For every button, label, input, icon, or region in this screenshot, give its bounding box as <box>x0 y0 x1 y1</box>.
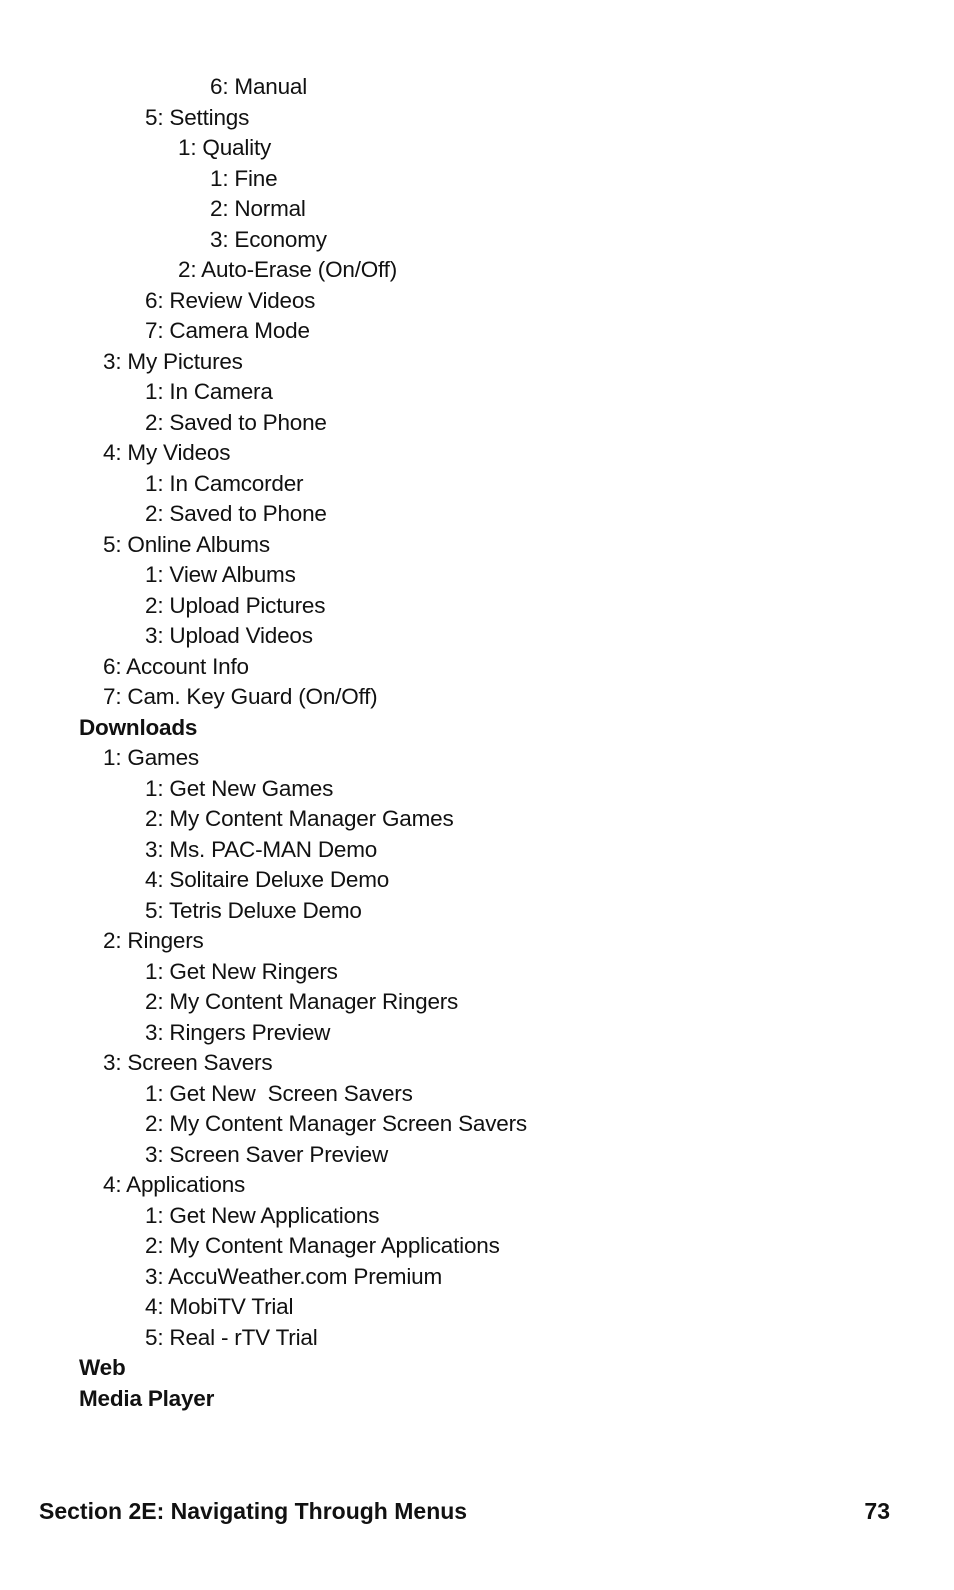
menu-item: 1: In Camcorder <box>145 470 304 496</box>
menu-heading: Media Player <box>79 1385 215 1411</box>
menu-heading: Web <box>79 1355 126 1380</box>
menu-item: 1: Quality <box>178 135 272 160</box>
menu-item: 3: Economy <box>210 226 327 252</box>
menu-item: 3: Ringers Preview <box>145 1019 331 1045</box>
menu-item: 1: Get New Ringers <box>145 958 338 984</box>
footer-section-title: Section 2E: Navigating Through Menus <box>39 1498 468 1524</box>
page-number: 73 <box>864 1498 890 1524</box>
menu-item: 1: Get New Applications <box>145 1202 380 1228</box>
menu-item: 7: Cam. Key Guard (On/Off) <box>103 684 378 709</box>
menu-item: 6: Account Info <box>103 653 249 679</box>
menu-item: 6: Manual <box>210 74 308 99</box>
menu-item: 1: View Albums <box>145 562 296 587</box>
menu-item: 4: MobiTV Trial <box>145 1294 294 1319</box>
menu-item: 4: My Videos <box>103 440 231 465</box>
menu-item: 3: Upload Videos <box>145 623 313 648</box>
menu-item: 2: Upload Pictures <box>145 592 326 618</box>
menu-item: 5: Settings <box>145 104 250 130</box>
menu-item: 3: Screen Savers <box>103 1050 273 1075</box>
menu-tree <box>0 72 954 1414</box>
menu-item: 2: My Content Manager Applications <box>145 1233 500 1258</box>
page-footer <box>39 1494 890 1528</box>
menu-item: 2: My Content Manager Ringers <box>145 989 459 1014</box>
menu-item: 2: Saved to Phone <box>145 409 327 435</box>
menu-item: 7: Camera Mode <box>145 318 310 343</box>
menu-item: 2: Normal <box>210 196 306 221</box>
menu-item: 5: Online Albums <box>103 531 270 557</box>
menu-item: 4: Applications <box>103 1172 246 1197</box>
menu-item: 1: In Camera <box>145 379 273 404</box>
menu-item: 5: Real - rTV Trial <box>145 1324 318 1350</box>
menu-item: 6: Review Videos <box>145 287 316 313</box>
menu-item: 1: Games <box>103 745 199 770</box>
menu-item: 2: My Content Manager Games <box>145 806 454 831</box>
menu-item: 3: My Pictures <box>103 348 243 374</box>
menu-item: 1: Get New Games <box>145 775 334 801</box>
menu-item: 2: My Content Manager Screen Savers <box>145 1111 527 1136</box>
menu-item: 2: Saved to Phone <box>145 501 327 526</box>
menu-item: 5: Tetris Deluxe Demo <box>145 897 362 923</box>
menu-item: 1: Fine <box>210 165 278 191</box>
menu-item: 3: Screen Saver Preview <box>145 1141 389 1167</box>
menu-item: 3: Ms. PAC-MAN Demo <box>145 836 378 862</box>
menu-item: 2: Auto-Erase (On/Off) <box>178 257 398 282</box>
menu-item: 3: AccuWeather.com Premium <box>145 1263 443 1289</box>
menu-item: 1: Get New Screen Savers <box>145 1080 413 1106</box>
menu-heading: Downloads <box>79 714 198 740</box>
menu-item: 4: Solitaire Deluxe Demo <box>145 867 390 892</box>
menu-item: 2: Ringers <box>103 928 204 953</box>
